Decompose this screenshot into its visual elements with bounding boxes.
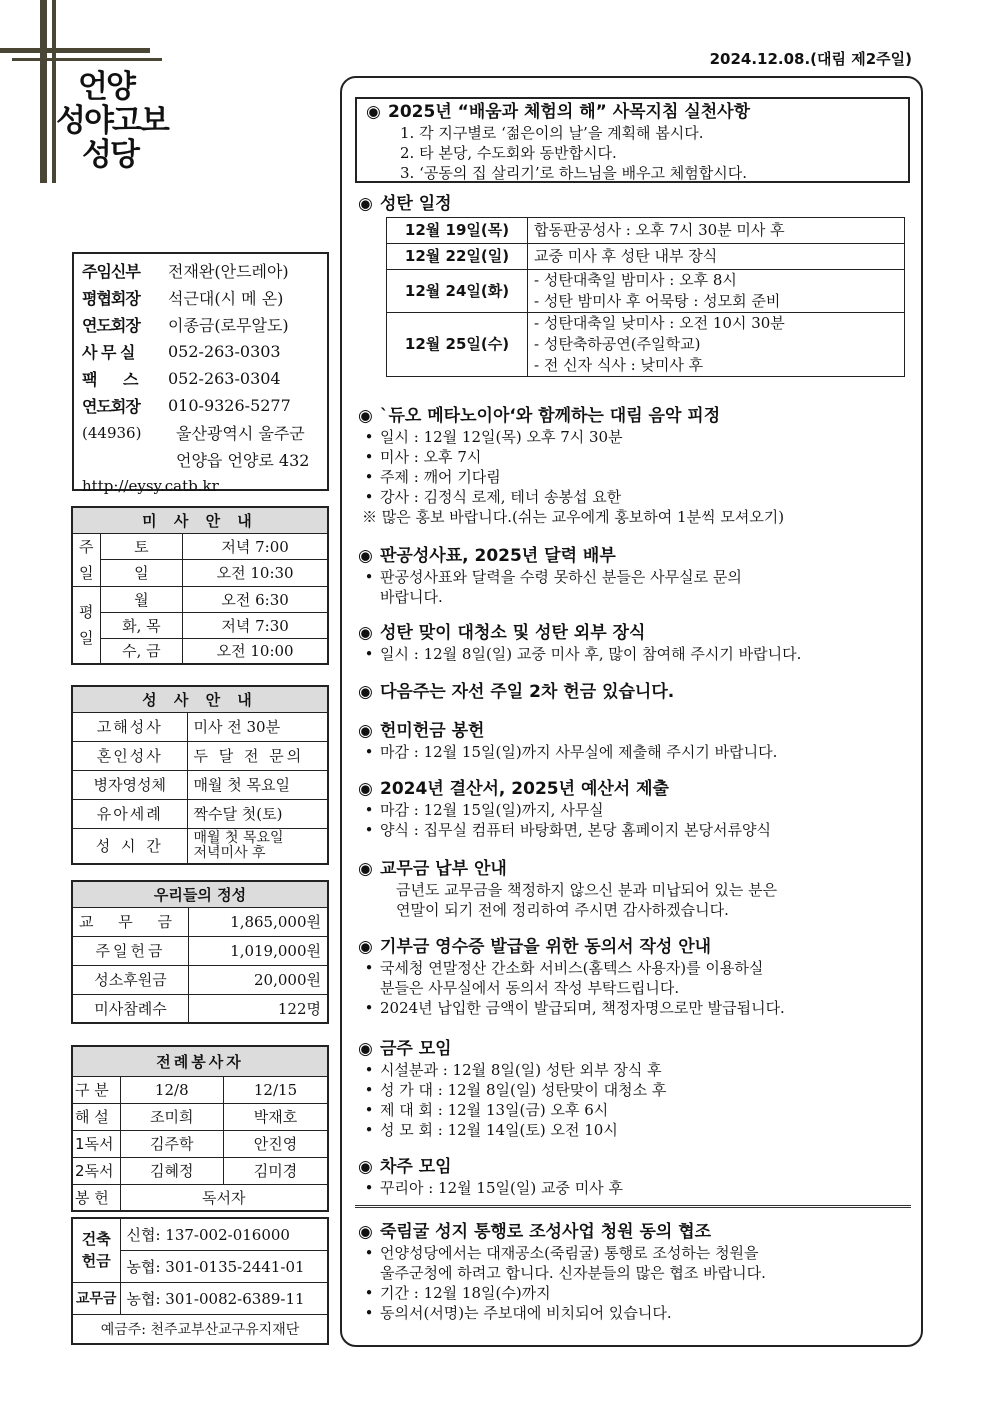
dot-icon: •: [364, 428, 374, 446]
schedule-detail: [528, 270, 905, 313]
bullet-icon: ◉: [358, 546, 373, 566]
mass-time: 저녁 7:30: [183, 612, 328, 638]
dot-icon: •: [364, 1101, 374, 1119]
bullet-icon: ◉: [358, 779, 373, 799]
list-item: • 시설분과 : 12월 8일(일) 성탄 외부 장식 후: [358, 1060, 918, 1080]
mass-day: 일: [100, 560, 183, 587]
list-item: • 국세청 연말정산 간소화 서비스(홈텍스 사용자)를 이용하실: [358, 958, 918, 978]
bullet-icon: ◉: [358, 859, 373, 879]
mass-day: 화, 목: [100, 612, 183, 638]
sacrament-name: 혼인성사: [72, 741, 187, 770]
list-item: • 양식 : 집무실 컴퓨터 바탕화면, 본당 홈페이지 본당서류양식: [358, 820, 918, 840]
list-item-cont: 울주군청에 하려고 합니다. 신자분들의 많은 협조 바랍니다.: [380, 1264, 766, 1282]
section-cleaning: [358, 622, 918, 664]
offering-amount: 20,000원: [189, 965, 328, 994]
section-title: 성탄 맞이 대청소 및 성탄 외부 장식: [380, 623, 646, 643]
sacrament-name: 병자영성체: [72, 770, 187, 799]
list-item: • 미사 : 오후 7시: [358, 447, 918, 467]
info-key: 평협회장: [82, 289, 140, 308]
bullet-icon: ◉: [358, 406, 373, 426]
bullet-icon: ◉: [358, 194, 373, 214]
bulletin-date: 2024.12.08.(대림 제2주일): [709, 50, 912, 68]
cross-horizontal-2: [12, 58, 162, 61]
offering-amount: 122명: [189, 994, 328, 1023]
address-line-1: 울산광역시 울주군: [176, 424, 305, 443]
list-item: 1. 각 지구별로 ‘젊은이의 날’을 계획해 봅시다.: [400, 124, 704, 142]
mass-title: 미 사 안 내: [72, 507, 328, 533]
note: ※ 많은 홍보 바랍니다.(쉬는 교우에게 홍보하여 1분씩 모셔오기): [362, 508, 785, 526]
info-value: 이종금(로무알도): [168, 316, 289, 335]
schedule-line: - 성탄대축일 밤미사 : 오후 8시: [534, 271, 737, 289]
sacrament-info: 두 달 전 문의: [187, 741, 328, 770]
bullet-icon: ◉: [358, 623, 373, 643]
dot-icon: •: [364, 743, 374, 761]
sacrament-name: 고해성사: [72, 712, 187, 741]
section-budget-report: [358, 778, 918, 840]
list-item: • 동의서(서명)는 주보대에 비치되어 있습니다.: [358, 1303, 918, 1323]
section-title: 성탄 일정: [380, 194, 452, 214]
section-title: 기부금 영수증 발급을 위한 동의서 작성 안내: [380, 937, 712, 957]
list-item: • 강사 : 김정식 로제, 테너 송봉섭 요한: [358, 487, 918, 507]
dot-icon: •: [364, 1179, 374, 1197]
server-name: 김주학: [120, 1130, 224, 1157]
dot-icon: •: [364, 568, 374, 586]
section-music-retreat: [358, 405, 918, 527]
dot-icon: •: [364, 1081, 374, 1099]
parish-logo: [0, 0, 170, 185]
list-item: • 성 가 대 : 12월 8일(일) 성탄맞이 대청소 후: [358, 1080, 918, 1100]
list-item: • 마감 : 12월 15일(일)까지 사무실에 제출해 주시기 바랍니다.: [358, 742, 918, 762]
section-title: 2025년 “배움과 체험의 해” 사목지침 실천사항: [388, 102, 751, 122]
paragraph-line: 연말이 되기 전에 정리하여 주시면 감사하겠습니다.: [396, 901, 729, 919]
bank-account: 농협: 301-0082-6389-11: [120, 1282, 328, 1314]
address-line-2: 언양읍 언양로 432: [176, 451, 310, 470]
logo-line-3: 성당: [82, 137, 138, 173]
server-role: 1독서: [72, 1130, 120, 1157]
server-name: 독서자: [120, 1184, 328, 1211]
mass-time: 오전 10:00: [183, 638, 328, 664]
dot-icon: •: [364, 801, 374, 819]
section-title: 2024년 결산서, 2025년 예산서 제출: [380, 779, 669, 799]
section-rice-offering: [358, 720, 918, 762]
offering-name: 주일헌금: [72, 936, 189, 965]
dot-icon: •: [364, 999, 374, 1017]
schedule-line: - 성탄축하공연(주일학교): [534, 335, 701, 353]
section-title: 다음주는 자선 주일 2차 헌금 있습니다.: [380, 682, 675, 702]
offering-name: 교 무 금: [72, 907, 189, 936]
servers-head: 구 분: [72, 1076, 120, 1103]
bullet-icon: ◉: [358, 1039, 373, 1059]
list-item: 2. 타 본당, 수도회와 동반합시다.: [400, 144, 617, 162]
dot-icon: •: [364, 488, 374, 506]
mass-time: 오전 10:30: [183, 560, 328, 587]
list-item: • 일시 : 12월 12일(목) 오후 7시 30분: [358, 427, 918, 447]
server-name: 조미희: [120, 1103, 224, 1130]
list-item: • 제 대 회 : 12월 13일(금) 오후 6시: [358, 1100, 918, 1120]
dot-icon: •: [364, 1304, 374, 1322]
paragraph-line: 금년도 교무금을 책정하지 않으신 분과 미납되어 있는 분은: [396, 881, 778, 899]
sacrament-info: 미사 전 30분: [187, 712, 328, 741]
sacrament-info-line: 매월 첫 목요일: [193, 829, 284, 846]
section-title: 금주 모임: [380, 1039, 452, 1059]
schedule-date: 12월 19일(목): [387, 218, 528, 244]
sacrament-info: 매월 첫 목요일: [187, 770, 328, 799]
liturgy-servers: [71, 1045, 329, 1212]
cross-vertical: [40, 0, 47, 183]
bank-account: 신협: 137-002-016000: [120, 1218, 328, 1250]
section-dues-notice: [358, 858, 918, 920]
christmas-schedule-table: [386, 217, 905, 377]
section-pastoral-guideline: [366, 101, 926, 183]
section-pilgrimage-petition: [358, 1221, 918, 1323]
cross-vertical-2: [52, 0, 56, 183]
list-item: • 2024년 납입한 금액이 발급되며, 책정자명으로만 발급됩니다.: [358, 998, 918, 1018]
info-value: 석근대(시 메 온): [168, 289, 284, 308]
sacrament-info: 짝수달 첫(토): [187, 799, 328, 828]
offering-table: [71, 880, 329, 1024]
bullet-icon: ◉: [358, 682, 373, 702]
list-item: • 기간 : 12월 18일(수)까지: [358, 1283, 918, 1303]
section-calendar-distribution: [358, 545, 918, 607]
server-name: 김혜정: [120, 1157, 224, 1184]
schedule-date: 12월 24일(화): [387, 270, 528, 313]
server-name: 박재호: [224, 1103, 328, 1130]
list-item: 3. ‘공동의 집 살리기’로 하느님을 배우고 체험합시다.: [400, 164, 748, 182]
list-item: • 일시 : 12월 8일(일) 교중 미사 후, 많이 참여해 주시기 바랍니다.: [358, 644, 918, 664]
info-value: 052-263-0303: [168, 342, 281, 361]
sacrament-name: 유아세례: [72, 799, 187, 828]
section-charity-sunday: [358, 681, 918, 703]
dot-icon: •: [364, 959, 374, 977]
mass-time: 오전 6:30: [183, 586, 328, 612]
server-name: 안진영: [224, 1130, 328, 1157]
homepage-url[interactable]: http://eysy.catb.kr: [82, 477, 219, 495]
section-title: 죽림굴 성지 통행로 조성사업 청원 동의 협조: [380, 1222, 712, 1242]
schedule-detail: [528, 313, 905, 377]
section-title: `듀오 메타노이아‘와 함께하는 대림 음악 피정: [380, 406, 721, 426]
logo-line-2: 성야고보: [56, 103, 168, 139]
servers-date: 12/15: [224, 1076, 328, 1103]
sacraments-title: 성 사 안 내: [72, 686, 328, 712]
mass-schedule: [71, 506, 329, 665]
schedule-line: - 성탄대축일 낮미사 : 오전 10시 30분: [534, 314, 785, 332]
schedule-line: - 성탄 밤미사 후 어묵탕 : 성모회 준비: [534, 292, 781, 310]
offering-name: 성소후원금: [72, 965, 189, 994]
server-name: 김미경: [224, 1157, 328, 1184]
weekday-label: 평일: [72, 586, 100, 664]
account-holder: 예금주: 천주교부산교구유지재단: [72, 1314, 328, 1344]
server-role: 봉 헌: [72, 1184, 120, 1211]
info-value: 010-9326-5277: [168, 396, 291, 415]
section-title: 판공성사표, 2025년 달력 배부: [380, 546, 616, 566]
offering-title: 우리들의 정성: [72, 881, 328, 907]
dot-icon: •: [364, 448, 374, 466]
sacrament-info: [187, 828, 328, 864]
dot-icon: •: [364, 645, 374, 663]
dot-icon: •: [364, 1061, 374, 1079]
info-key: 연도회장: [82, 316, 140, 335]
section-donation-receipt: [358, 936, 918, 1018]
section-title: 차주 모임: [380, 1157, 452, 1177]
section-this-week-meetings: [358, 1038, 918, 1140]
logo-line-1: 언양: [78, 69, 134, 105]
mass-day: 토: [100, 533, 183, 560]
section-next-week-meetings: [358, 1156, 918, 1198]
schedule-detail: 교중 미사 후 성탄 내부 장식: [528, 244, 905, 270]
schedule-date: 12월 22일(일): [387, 244, 528, 270]
list-item-cont: 분들은 사무실에서 동의서 작성 부탁드립니다.: [380, 979, 680, 997]
list-item: • 꾸리아 : 12월 15일(일) 교중 미사 후: [358, 1178, 918, 1198]
list-item: • 마감 : 12월 15일(일)까지, 사무실: [358, 800, 918, 820]
section-christmas-schedule: [358, 193, 918, 215]
parish-info: [72, 252, 329, 495]
server-role: 2독서: [72, 1157, 120, 1184]
cross-horizontal: [0, 48, 150, 53]
info-value: 052-263-0304: [168, 369, 281, 388]
dot-icon: •: [364, 1284, 374, 1302]
offering-amount: 1,019,000원: [189, 936, 328, 965]
section-title: 헌미헌금 봉헌: [380, 721, 485, 741]
bank-label: 건축헌금: [72, 1218, 120, 1282]
info-value: 전재완(안드레아): [168, 262, 289, 281]
servers-title: 전례봉사자: [72, 1046, 328, 1076]
bank-label: 교무금: [72, 1282, 120, 1314]
offering-name: 미사참례수: [72, 994, 189, 1023]
info-key: 사 무 실: [82, 343, 135, 362]
schedule-line: - 전 신자 식사 : 낮미사 후: [534, 356, 704, 374]
list-item: • 언양성당에서는 대재공소(죽림굴) 통행로 조성하는 청원을: [358, 1243, 918, 1263]
bullet-icon: ◉: [358, 721, 373, 741]
zip-code: (44936): [82, 423, 142, 442]
bullet-icon: ◉: [358, 1157, 373, 1177]
bullet-icon: ◉: [358, 937, 373, 957]
bank-accounts: [71, 1217, 329, 1345]
bank-account: 농협: 301-0135-2441-01: [120, 1250, 328, 1282]
dot-icon: •: [364, 1244, 374, 1262]
sacrament-name: 성 시 간: [72, 828, 187, 864]
list-item: • 성 모 회 : 12월 14일(토) 오전 10시: [358, 1120, 918, 1140]
mass-day: 수, 금: [100, 638, 183, 664]
info-key: 연도회장: [82, 397, 140, 416]
info-key: 주임신부: [82, 262, 140, 281]
schedule-detail: 합동판공성사 : 오후 7시 30분 미사 후: [528, 218, 905, 244]
offering-amount: 1,865,000원: [189, 907, 328, 936]
servers-date: 12/8: [120, 1076, 224, 1103]
sunday-label: 주일: [72, 533, 100, 586]
list-item: • 주제 : 깨어 기다림: [358, 467, 918, 487]
list-item-cont: 바랍니다.: [380, 588, 443, 606]
info-key: 팩 스: [82, 370, 149, 389]
bullet-icon: ◉: [358, 1222, 373, 1242]
mass-day: 월: [100, 586, 183, 612]
server-role: 해 설: [72, 1103, 120, 1130]
section-title: 교무금 납부 안내: [380, 859, 507, 879]
sacraments-table: [71, 685, 329, 865]
mass-time: 저녁 7:00: [183, 533, 328, 560]
dot-icon: •: [364, 468, 374, 486]
list-item: • 판공성사표와 달력을 수령 못하신 분들은 사무실로 문의: [358, 567, 918, 587]
sacrament-info-line: 저녁미사 후: [193, 844, 266, 861]
schedule-date: 12월 25일(수): [387, 313, 528, 377]
dot-icon: •: [364, 821, 374, 839]
divider: [355, 1205, 911, 1208]
dot-icon: •: [364, 1121, 374, 1139]
bullet-icon: ◉: [366, 102, 381, 122]
